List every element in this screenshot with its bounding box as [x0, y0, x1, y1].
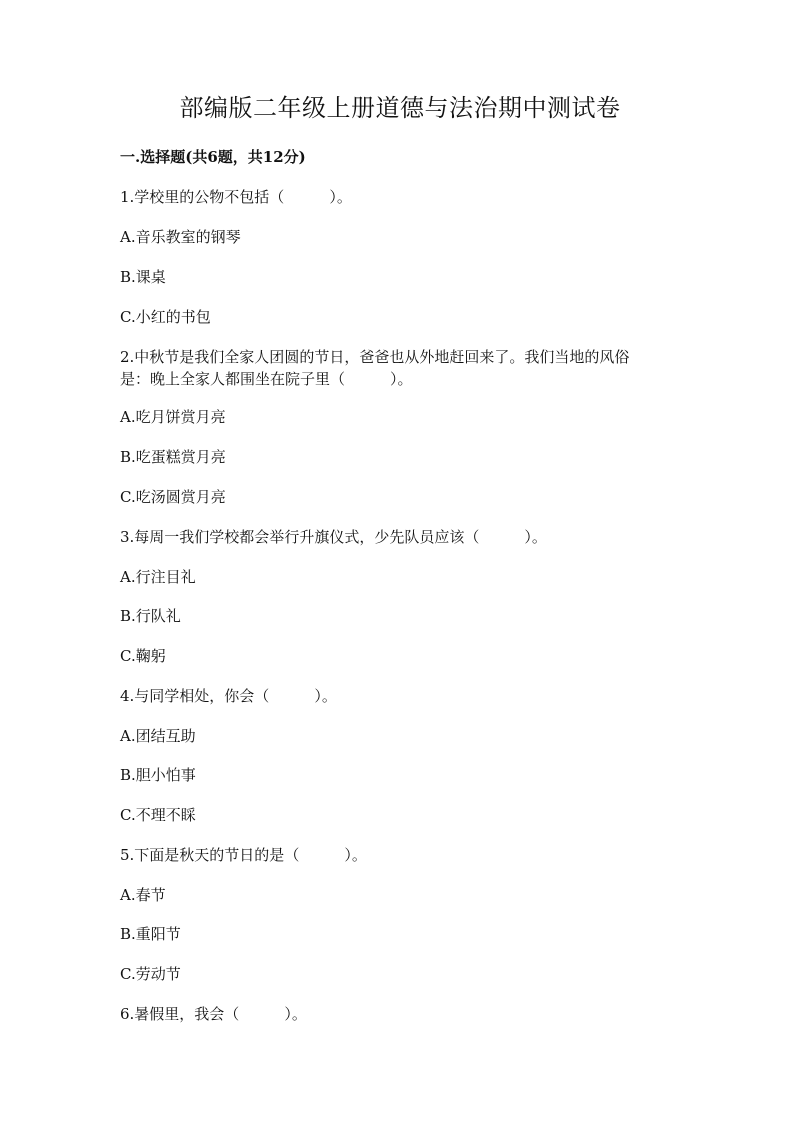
question-2-stem-line-2: 是：晚上全家人都围坐在院子里（ ）。	[120, 370, 413, 388]
question-5-stem: 5.下面是秋天的节日的是（ ）。	[120, 846, 367, 864]
question-1-option-c: C.小红的书包	[120, 308, 211, 326]
question-3-stem: 3.每周一我们学校都会举行升旗仪式，少先队员应该（ ）。	[120, 528, 547, 546]
question-5-option-c: C.劳动节	[120, 965, 181, 983]
page-title: 部编版二年级上册道德与法治期中测试卷	[179, 94, 621, 122]
question-5-option-a: A.春节	[120, 886, 166, 904]
question-2-option-c: C.吃汤圆赏月亮	[120, 488, 226, 506]
question-3-option-a: A.行注目礼	[120, 568, 196, 586]
question-2-option-a: A.吃月饼赏月亮	[120, 408, 226, 426]
question-4-option-c: C.不理不睬	[120, 806, 196, 824]
question-3-option-b: B.行队礼	[120, 607, 181, 625]
question-4-option-b: B.胆小怕事	[120, 766, 196, 784]
section-heading: 一.选择题(共6题，共12分)	[120, 148, 306, 166]
question-3-option-c: C.鞠躬	[120, 647, 166, 665]
question-2-stem-line-1: 2.中秋节是我们全家人团圆的节日，爸爸也从外地赶回来了。我们当地的风俗	[120, 348, 630, 366]
question-1-option-b: B.课桌	[120, 268, 166, 286]
question-1-stem: 1.学校里的公物不包括（ ）。	[120, 188, 352, 206]
question-1-option-a: A.音乐教室的钢琴	[120, 228, 241, 246]
question-2-option-b: B.吃蛋糕赏月亮	[120, 448, 226, 466]
question-5-option-b: B.重阳节	[120, 925, 181, 943]
question-6-stem: 6.暑假里，我会（ ）。	[120, 1005, 307, 1023]
question-4-stem: 4.与同学相处，你会（ ）。	[120, 687, 337, 705]
question-4-option-a: A.团结互助	[120, 727, 196, 745]
